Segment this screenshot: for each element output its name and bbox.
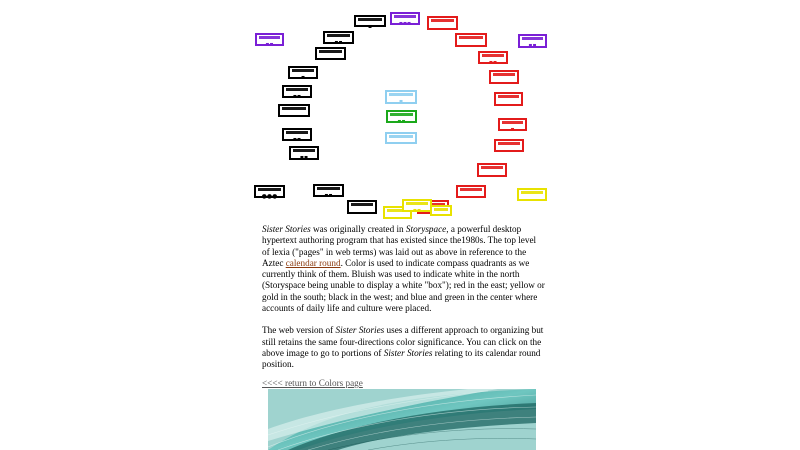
lexia-title-bar [286, 131, 308, 134]
lexia-box-black[interactable] [354, 15, 386, 30]
lexia-title-bar [431, 19, 454, 22]
lexia-title-bar [351, 203, 373, 206]
lexia-title-bar [293, 149, 315, 152]
lexia-icon: ▪▪ [299, 154, 309, 161]
lexia-title-bar [502, 121, 523, 124]
lexia-title-bar [286, 88, 308, 91]
lexia-title-bar [317, 187, 340, 190]
lexia-box-black[interactable] [282, 128, 312, 141]
lexia-icon: ●●● [261, 193, 278, 200]
lexia-box-yellow[interactable] [430, 205, 452, 216]
lexia-title-bar [522, 37, 543, 40]
lexia-title-bar [259, 36, 280, 39]
lexia-box-red[interactable] [455, 33, 487, 47]
lexia-title-bar [460, 188, 482, 191]
lexia-title-bar [434, 208, 448, 211]
lexia-icon: ▪▪ [397, 118, 406, 125]
paragraph-2: The web version of Sister Stories uses a different approach to organizing but still retains the same four-directions color significance. You can click on the above image to go to portions of Sister Stories relating to its calendar round position. [262, 325, 544, 370]
lexia-title-bar [394, 15, 416, 18]
lexia-box-red[interactable] [456, 185, 486, 198]
description [262, 224, 545, 382]
lexia-box-red[interactable] [489, 70, 519, 84]
lexia-box-yellow[interactable] [517, 188, 547, 201]
lexia-icon: ▪▪ [292, 136, 302, 143]
calendar-round-map[interactable] [0, 0, 800, 222]
lexia-title-bar [390, 113, 413, 116]
feather-banner-image [268, 389, 536, 450]
return-to-colors-link[interactable]: <<<< return to Colors page [262, 378, 363, 388]
paragraph-1: Sister Stories was originally created in Storyspace, a powerful desktop hypertext authoring program that has existed since the1980s. The top level of lexia ("pages" in web terms) was laid out as above in reference to the Aztec calendar round. Color is used to indicate compass quadrants as we currently think of them. Bluish was used to indicate white in the north (Storyspace being unable to display a white "box"); red in the east; yellow or gold in the south; black in the west; and blue and green in the center where accounts of daily life and culture were placed. [262, 224, 545, 314]
lexia-icon: ▪ [398, 98, 404, 105]
lexia-box-red[interactable] [427, 16, 458, 30]
lexia-box-red[interactable] [494, 92, 523, 106]
lexia-icon: ▪▪ [324, 192, 333, 199]
lexia-icon: ▪▪ [528, 42, 537, 49]
lexia-box-black[interactable] [347, 200, 377, 214]
lexia-box-lightblue[interactable] [385, 90, 417, 104]
lexia-box-green[interactable] [386, 110, 417, 123]
calendar-round-link[interactable]: calendar round [285, 257, 341, 268]
lexia-icon: ▪ [300, 74, 306, 81]
lexia-title-bar [493, 73, 515, 76]
lexia-icon: ▪▪ [488, 59, 498, 66]
lexia-icon: ▪▪ [292, 93, 302, 100]
lexia-title-bar [498, 142, 520, 145]
lexia-title-bar [292, 69, 314, 72]
lexia-title-bar [482, 54, 504, 57]
lexia-title-bar [282, 107, 306, 110]
lexia-title-bar [258, 188, 281, 191]
lexia-box-black[interactable] [315, 47, 346, 60]
lexia-box-red[interactable] [494, 139, 524, 152]
lexia-box-purple[interactable] [255, 33, 284, 46]
lexia-title-bar [389, 135, 413, 138]
lexia-icon: ▪▪ [412, 207, 422, 214]
lexia-title-bar [459, 36, 483, 39]
lexia-icon: ▪▪ [265, 41, 274, 48]
feather-graphic [268, 389, 536, 450]
lexia-title-bar [498, 95, 519, 98]
lexia-title-bar [481, 166, 503, 169]
lexia-box-lightblue[interactable] [385, 132, 417, 144]
lexia-icon: ▪▪ [334, 39, 343, 46]
lexia-icon: ▪▪▪ [398, 20, 412, 27]
lexia-box-black[interactable] [282, 85, 312, 98]
lexia-box-black[interactable] [289, 146, 319, 160]
lexia-box-red[interactable] [477, 163, 507, 177]
lexia-box-yellow[interactable] [402, 199, 432, 212]
lexia-box-black[interactable] [313, 184, 344, 197]
lexia-title-bar [389, 93, 413, 96]
lexia-title-bar [319, 50, 342, 53]
lexia-title-bar [358, 18, 382, 21]
lexia-title-bar [521, 191, 543, 194]
lexia-box-red[interactable] [478, 51, 508, 64]
lexia-title-bar [327, 34, 350, 37]
lexia-box-purple[interactable] [518, 34, 547, 48]
lexia-box-purple[interactable] [390, 12, 420, 25]
lexia-box-black[interactable] [278, 104, 310, 117]
lexia-box-black[interactable] [254, 185, 285, 198]
lexia-icon: ▪ [367, 23, 373, 30]
lexia-box-black[interactable] [323, 31, 354, 44]
lexia-title-bar [406, 202, 428, 205]
lexia-box-black[interactable] [288, 66, 318, 79]
lexia-icon: ▪ [510, 126, 515, 133]
lexia-box-red[interactable] [498, 118, 527, 131]
